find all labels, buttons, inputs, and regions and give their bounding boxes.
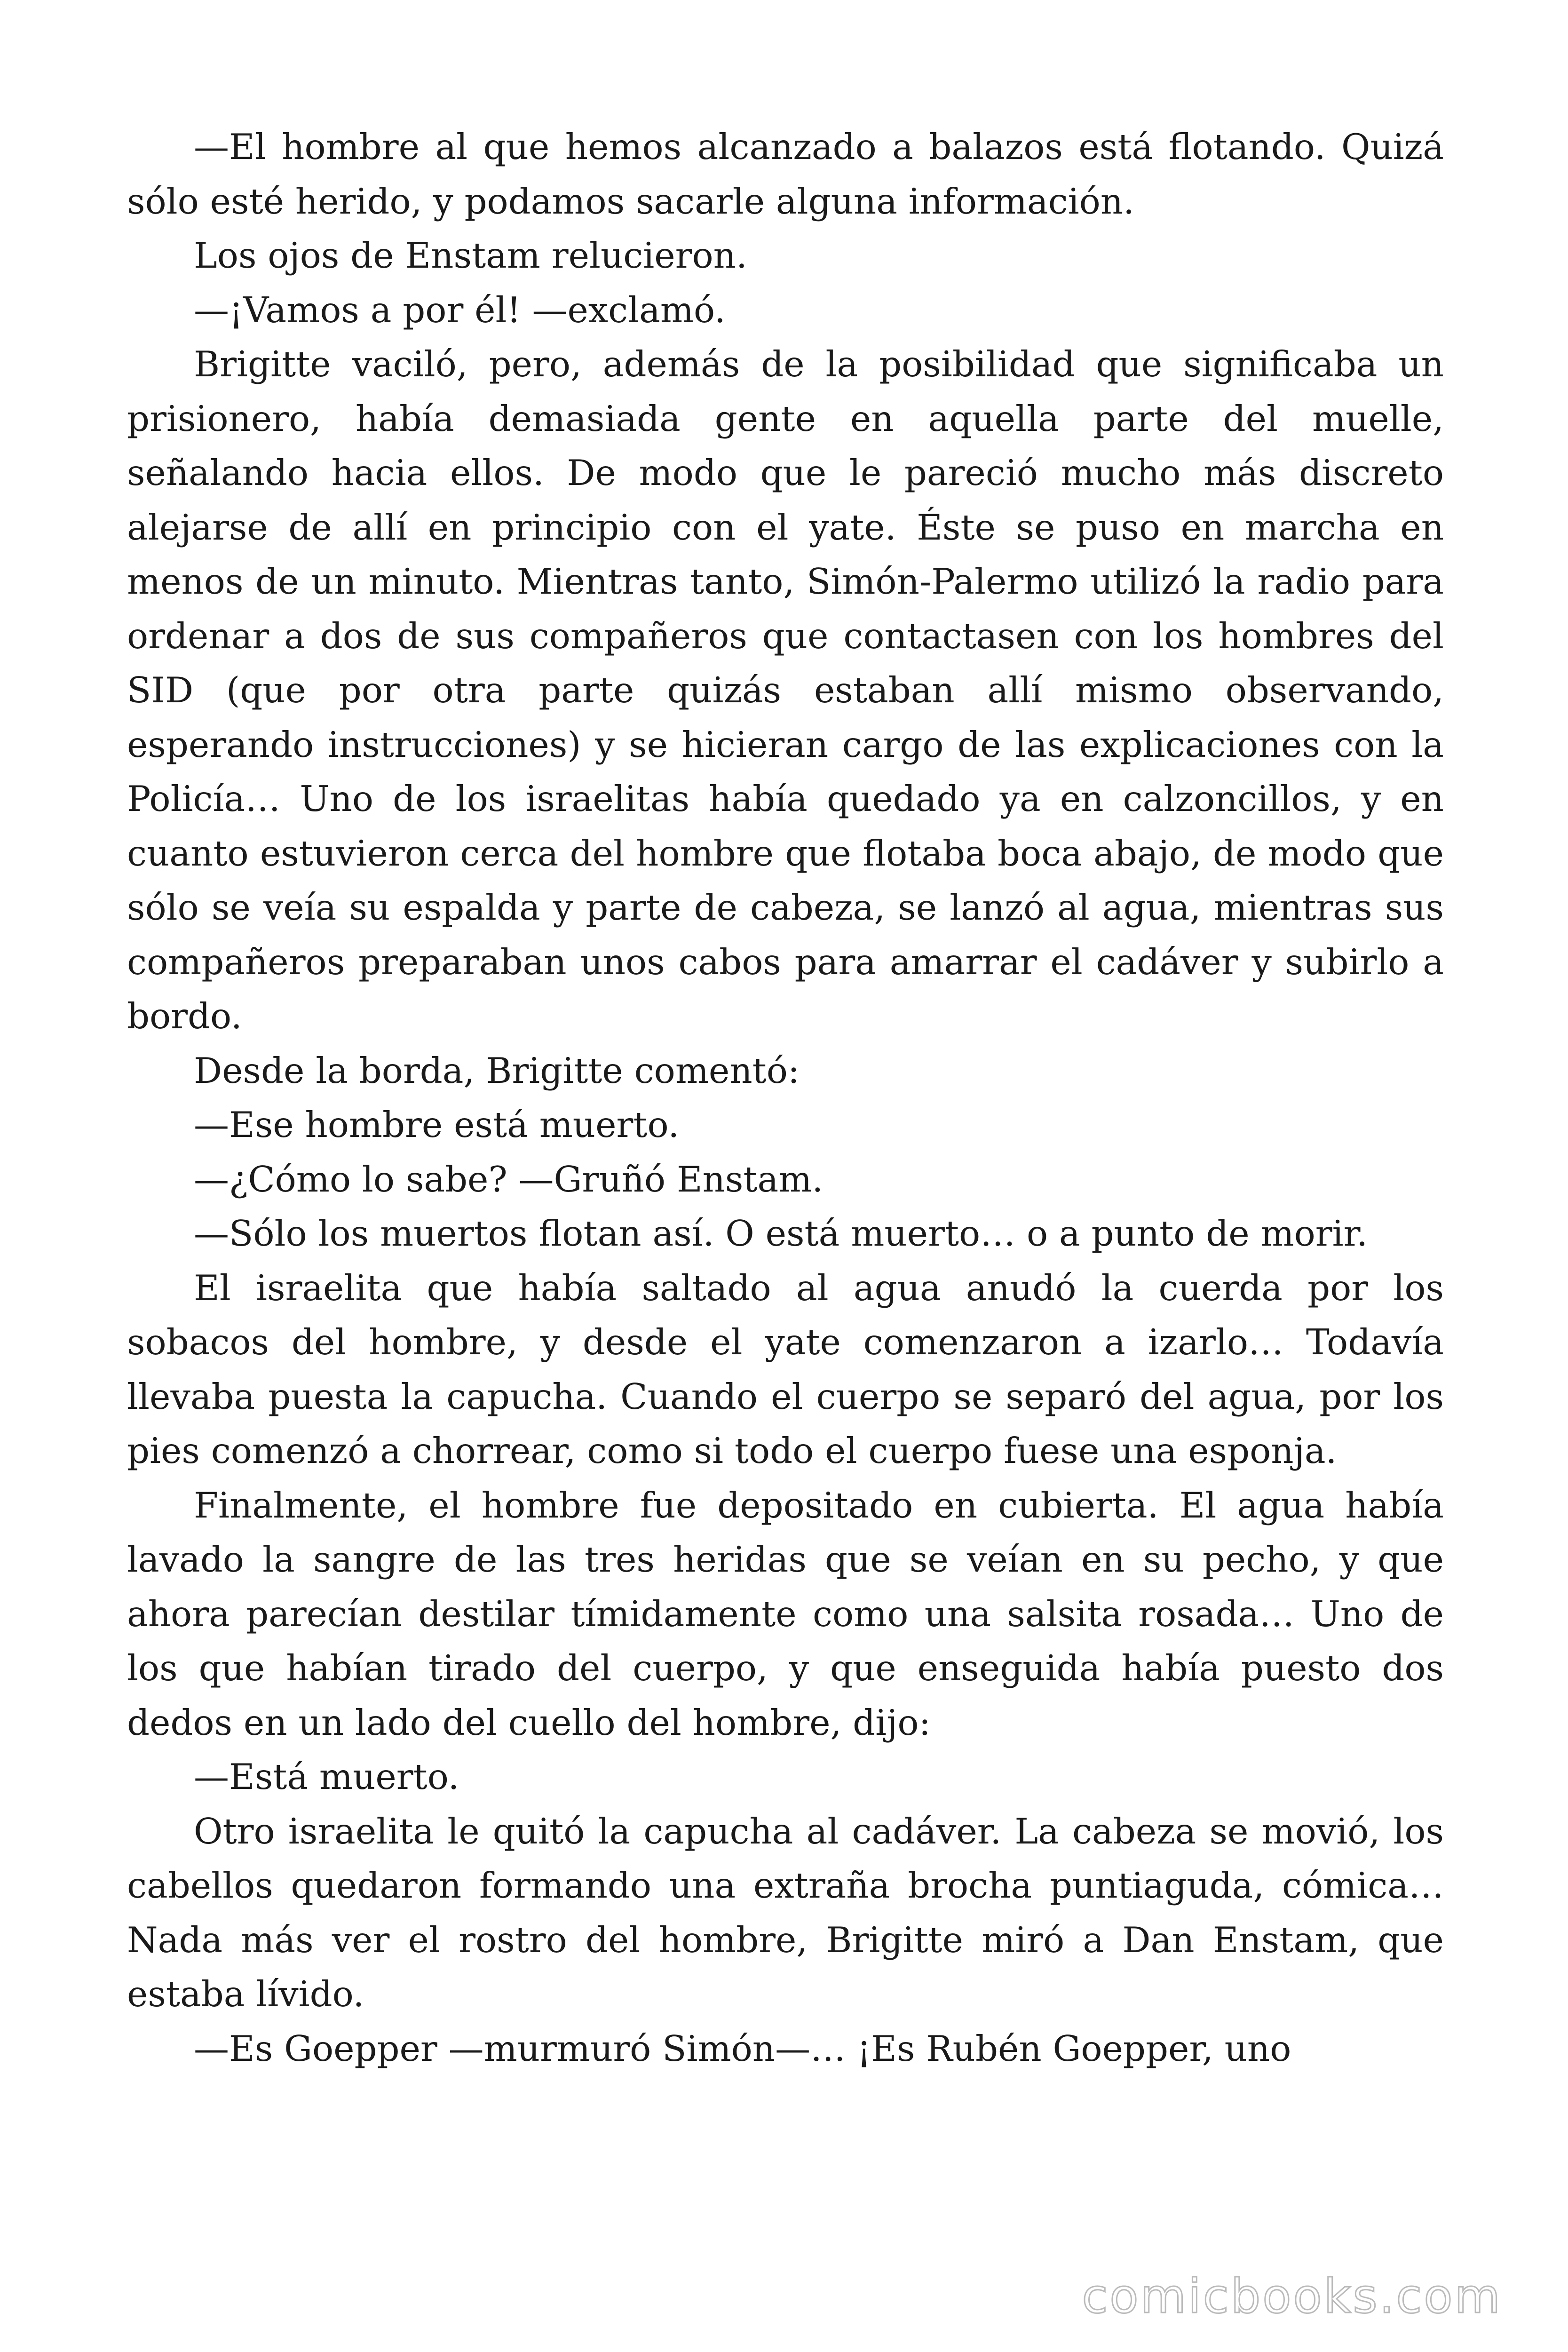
paragraph: —¿Cómo lo sabe? —Gruñó Enstam.: [194, 1158, 824, 1200]
paragraph: Los ojos de Enstam relucieron.: [194, 235, 747, 276]
paragraph: Otro israelita le quitó la capucha al cadáver. La cabeza se movió, los cabellos quedaron formando una extraña brocha puntiaguda, cómica… Nada más ver el rostro del hombre, Brigitte miró a Dan Enstam, que estaba lívido.: [127, 1810, 1444, 2015]
paragraph: —¡Vamos a por él! —exclamó.: [194, 289, 726, 331]
body-text: [127, 120, 1444, 2076]
paragraph: —El hombre al que hemos alcanzado a balazos está flotando. Quizá sólo esté herido, y podamos sacarle alguna información.: [127, 126, 1444, 222]
paragraph: —Sólo los muertos flotan así. O está muerto… o a punto de morir.: [194, 1213, 1368, 1254]
paragraph: —Ese hombre está muerto.: [194, 1104, 680, 1145]
paragraph-last-line: —Es Goepper —murmuró Simón—… ¡Es Rubén Goepper, uno: [194, 2027, 1291, 2069]
watermark-text: comicbooks.com: [1082, 2269, 1502, 2324]
paragraph: Finalmente, el hombre fue depositado en cubierta. El agua había lavado la sangre de las tres heridas que se veían en su pecho, y que ahora parecían destilar tímidamente como una salsita rosada… Uno de los que habían tirado del cuerpo, y que enseguida había puesto dos dedos en un lado del cuello del hombre, dijo:: [127, 1484, 1444, 1743]
paragraph: —Está muerto.: [194, 1756, 459, 1797]
paragraph: Desde la borda, Brigitte comentó:: [194, 1049, 800, 1091]
paragraph: El israelita que había saltado al agua anudó la cuerda por los sobacos del hombre, y desde el yate comenzaron a izarlo… Todavía llevaba puesta la capucha. Cuando el cuerpo se separó del agua, por los pies comenzó a chorrear, como si todo el cuerpo fuese una esponja.: [127, 1267, 1444, 1471]
paragraph: Brigitte vaciló, pero, además de la posibilidad que significaba un prisionero, había demasiada gente en aquella parte del muelle, señalando hacia ellos. De modo que le pareció mucho más discreto alejarse de allí en principio con el yate. Éste se puso en marcha en menos de un minuto. Mientras tanto, Simón-Palermo utilizó la radio para ordenar a dos de sus compañeros que contactasen con los hombres del SID (que por otra parte quizás estaban allí mismo observando, esperando instrucciones) y se hicieran cargo de las explicaciones con la Policía… Uno de los israelitas había quedado ya en calzoncillos, y en cuanto estuvieron cerca del hombre que flotaba boca abajo, de modo que sólo se veía su espalda y parte de cabeza, se lanzó al agua, mientras sus compañeros preparaban unos cabos para amarrar el cadáver y subirlo a bordo.: [127, 343, 1444, 1037]
